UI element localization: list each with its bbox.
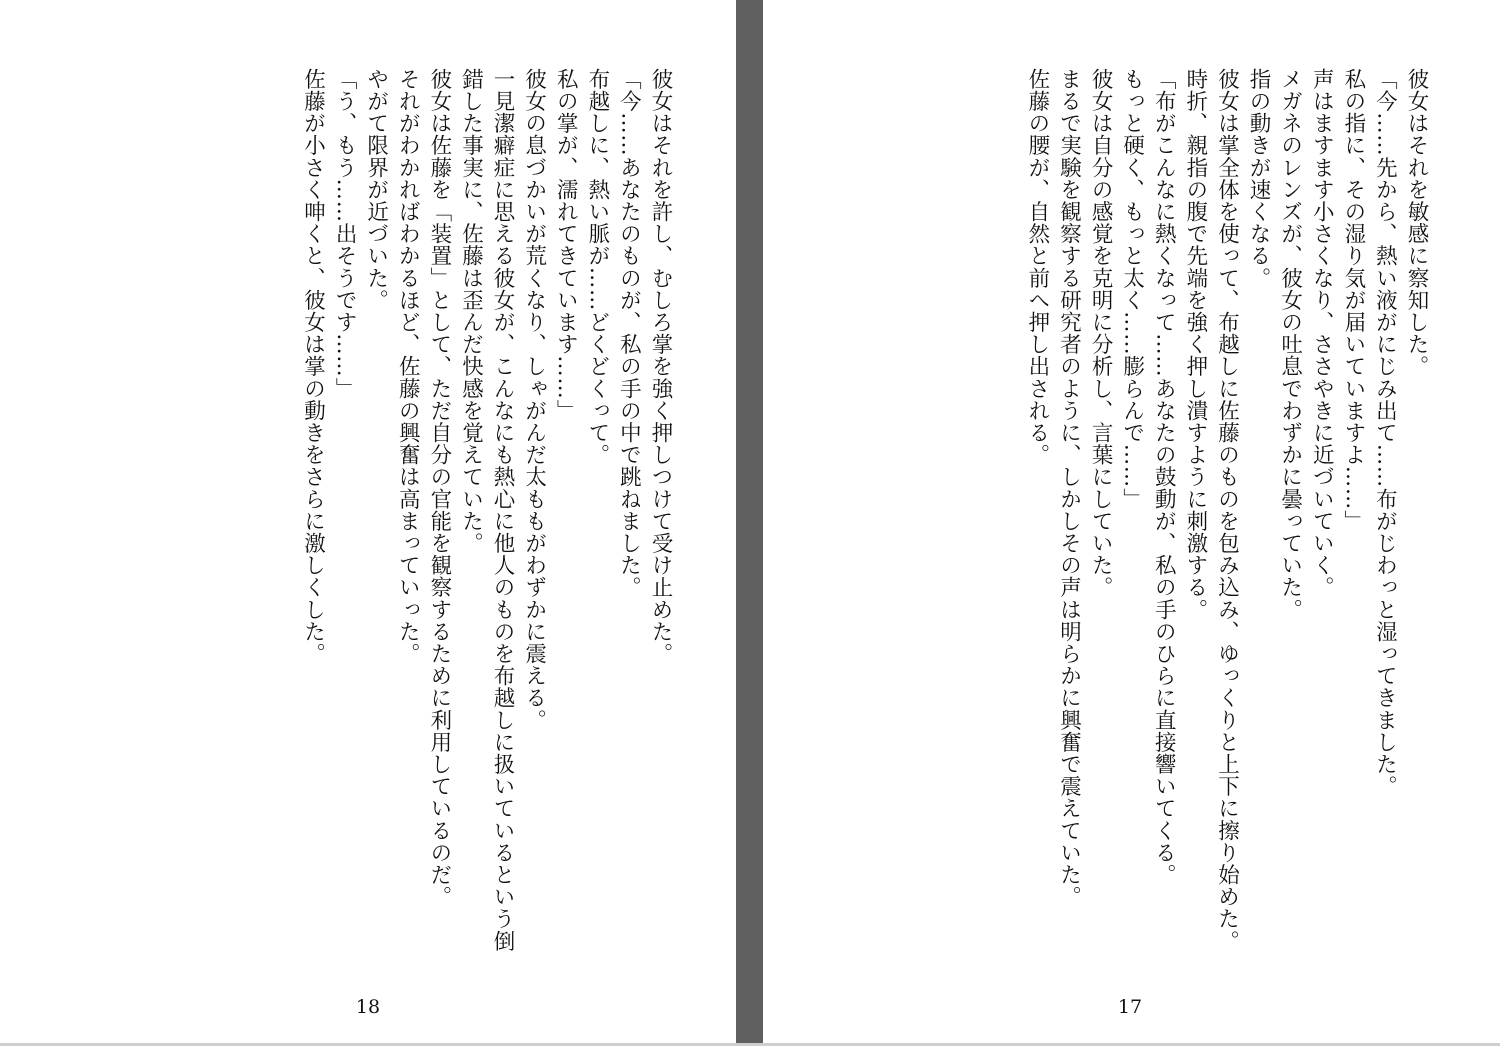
text-line: 彼女は掌全体を使って、布越しに佐藤のものを包み込み、ゆっくりと上下に擦り始めた。 — [1214, 68, 1240, 952]
text-line: 彼女はそれを敏感に察知した。 — [1404, 68, 1429, 378]
text-line: 佐藤が小さく呻くと、彼女は掌の動きをさらに激しくした。 — [300, 68, 326, 665]
book-gutter — [736, 0, 763, 1046]
text-line: 「布がこんなに熱くなって……あなたの鼓動が、私の手のひらに直接響いてくる。 — [1151, 68, 1177, 886]
page-number-17: 17 — [1117, 996, 1143, 1018]
text-line: 「今……先から、熱い液がにじみ出て……布がじわっと湿ってきました。 — [1372, 68, 1398, 798]
text-line: 私の掌が、濡れてきています……」 — [553, 68, 579, 422]
text-line: 布越しに、熱い脈が……どくどくって。 — [584, 68, 610, 466]
left-page-body-text — [76, 68, 676, 988]
text-line: 彼女は自分の感覚を克明に分析し、言葉にしていた。 — [1088, 68, 1114, 599]
text-line: 佐藤の腰が、自然と前へ押し出される。 — [1024, 68, 1050, 466]
text-line: まるで実験を観察する研究者のように、しかしその声は明らかに興奮で震えていた。 — [1056, 68, 1082, 908]
text-line: 錯した事実に、佐藤は歪んだ快感を覚えていた。 — [458, 68, 484, 555]
text-line: 時折、親指の腹で先端を強く押し潰すように刺激する。 — [1182, 68, 1208, 621]
right-page — [763, 0, 1500, 1046]
text-line: やがて限界が近づいた。 — [363, 68, 389, 312]
right-page-body-text — [832, 68, 1432, 988]
left-page — [0, 0, 736, 1046]
text-line: 「今……あなたのものが、私の手の中で跳ねました。 — [616, 68, 642, 599]
text-line: 私の指に、その湿り気が届いていますよ……」 — [1340, 68, 1366, 533]
text-line: 彼女はそれを許し、むしろ掌を強く押しつけて受け止めた。 — [648, 68, 673, 665]
text-line: 彼女は佐藤を「装置」として、ただ自分の官能を観察するために利用しているのだ。 — [426, 68, 452, 908]
text-line: 指の動きが速くなる。 — [1246, 68, 1272, 289]
text-line: 彼女の息づかいが荒くなり、しゃがんだ太ももがわずかに震える。 — [521, 68, 547, 731]
text-line: 声はますます小さくなり、ささやきに近づいていく。 — [1309, 68, 1335, 599]
text-line: メガネのレンズが、彼女の吐息でわずかに曇っていた。 — [1277, 68, 1303, 621]
page-number-18: 18 — [355, 996, 381, 1018]
text-line: もっと硬く、もっと太く……膨らんで……」 — [1119, 68, 1145, 510]
text-line: それがわかればわかるほど、佐藤の興奮は高まっていった。 — [395, 68, 421, 665]
text-line: 一見潔癖症に思える彼女が、こんなにも熱心に他人のものを布越しに扱いているという倒 — [490, 68, 516, 952]
text-line: 「う、もう……出そうです……」 — [332, 68, 358, 400]
